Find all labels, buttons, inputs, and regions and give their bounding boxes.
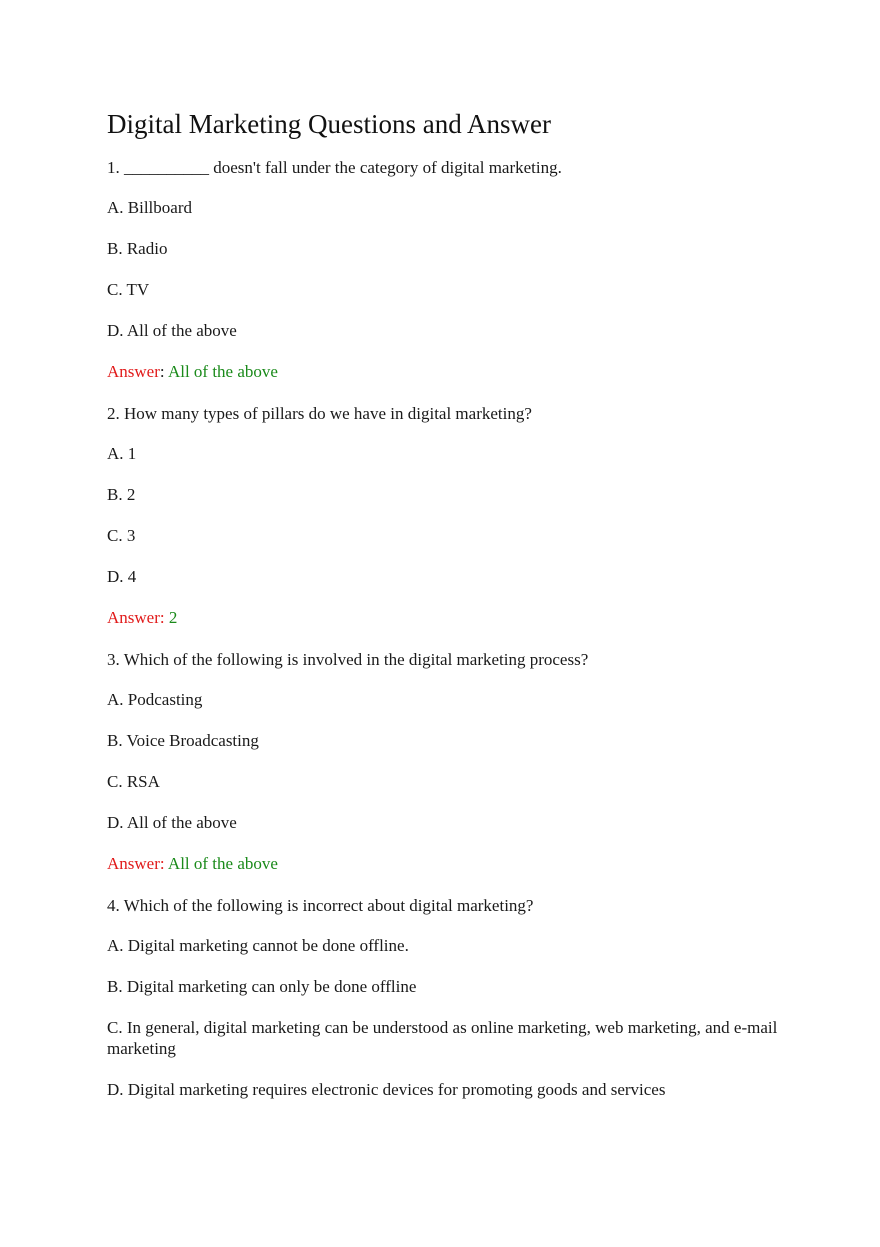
question-text: 3. Which of the following is involved in the digital marketing process? bbox=[107, 650, 589, 669]
answer-value: 2 bbox=[168, 608, 178, 627]
option-d: D. All of the above bbox=[107, 813, 237, 832]
option-c: C. RSA bbox=[107, 772, 160, 791]
option-b: B. Radio bbox=[107, 239, 168, 258]
answer-value: All of the above bbox=[167, 854, 278, 873]
question-text: 4. Which of the following is incorrect about digital marketing? bbox=[107, 896, 534, 915]
option-b: B. Digital marketing can only be done offline bbox=[107, 977, 417, 996]
option-a: A. Digital marketing cannot be done offline. bbox=[107, 936, 409, 955]
option-d: D. All of the above bbox=[107, 321, 237, 340]
option-a: A. Podcasting bbox=[107, 690, 203, 709]
answer-value: All of the above bbox=[167, 362, 278, 381]
question-block-2 bbox=[107, 403, 787, 628]
answer-line bbox=[107, 853, 787, 874]
document-page bbox=[107, 105, 787, 1120]
option-a: A. 1 bbox=[107, 444, 137, 463]
answer-line bbox=[107, 361, 787, 382]
option-c: C. In general, digital marketing can be understood as online marketing, web marketing, and e-mail marketing bbox=[107, 1018, 778, 1058]
answer-separator: : bbox=[159, 362, 168, 381]
option-d: D. Digital marketing requires electronic devices for promoting goods and services bbox=[107, 1080, 666, 1099]
question-text: 1. __________ doesn't fall under the category of digital marketing. bbox=[107, 158, 562, 177]
answer-line bbox=[107, 607, 787, 628]
option-b: B. 2 bbox=[107, 485, 136, 504]
answer-label: Answer: bbox=[107, 608, 165, 627]
question-block-1 bbox=[107, 157, 787, 382]
option-c: C. 3 bbox=[107, 526, 136, 545]
question-block-4 bbox=[107, 895, 787, 1100]
option-d: D. 4 bbox=[107, 567, 137, 586]
option-b: B. Voice Broadcasting bbox=[107, 731, 259, 750]
page-title: Digital Marketing Questions and Answer bbox=[107, 109, 551, 139]
option-a: A. Billboard bbox=[107, 198, 192, 217]
answer-label: Answer bbox=[107, 362, 160, 381]
question-text: 2. How many types of pillars do we have in digital marketing? bbox=[107, 404, 532, 423]
answer-label: Answer: bbox=[107, 854, 165, 873]
option-c: C. TV bbox=[107, 280, 150, 299]
question-block-3 bbox=[107, 649, 787, 874]
